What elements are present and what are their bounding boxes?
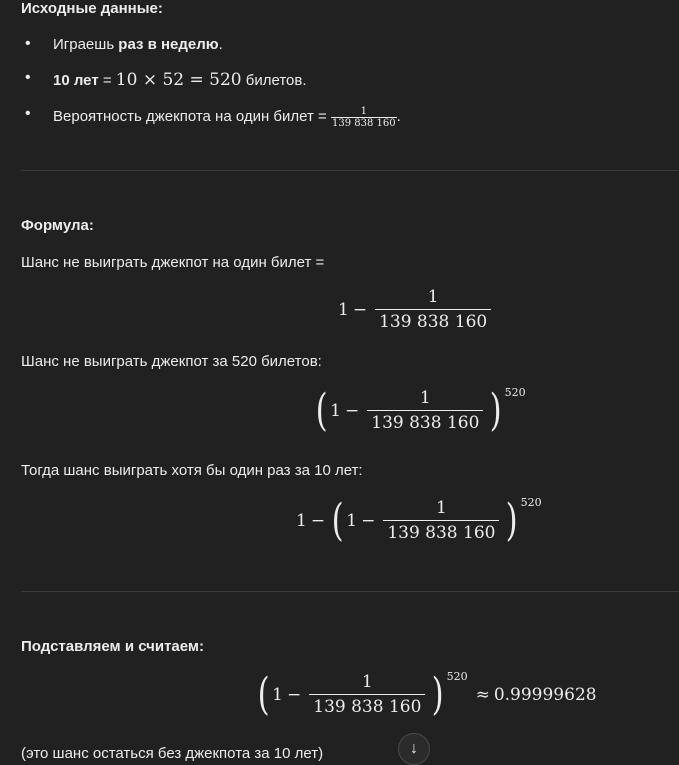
paragraph: Тогда шанс выиграть хотя бы один раз за 10 лет: [21,462,363,479]
divider [21,170,679,171]
formula-at-least-once: 1 − ( 1 − $\frac{1}{139 838 160}$ ) 520 [296,494,542,546]
formula-single-ticket: 1 − $\frac{1}{139 838 160}$ [338,287,495,332]
list-item [31,36,223,53]
inline-fraction: $\frac{1}{139 838 160}$ [331,106,396,129]
list-item [31,70,307,90]
inline-math: 10 × 52 = 520 [115,70,242,90]
list-item [31,106,401,129]
formula-result: ( 1 − $\frac{1}{139 838 160}$ ) 520 ≈ 0.99999628 [257,668,597,720]
heading-input-data: Исходные данные: [21,0,163,17]
paragraph: Шанс не выиграть джекпот на один билет = [21,254,325,271]
scroll-to-bottom-button[interactable] [398,733,430,765]
formula-520-tickets: ( 1 − $\frac{1}{139 838 160}$ ) 520 [315,384,526,436]
paragraph-partial: (это шанс остаться без джекпота за 10 лет) [21,745,324,762]
bullet-text: Играешь раз в неделю. [53,36,223,53]
heading-calculate: Подставляем и считаем: [21,638,205,655]
result-value: 0.99999628 [493,684,597,705]
arrow-down-icon: ↓ [410,740,418,757]
heading-formula: Формула: [21,217,94,234]
bullet-text: Вероятность джекпота на один билет = $\frac{1}{139 838 160}$ . [53,106,401,129]
divider [21,591,679,592]
paragraph: Шанс не выиграть джекпот за 520 билетов: [21,353,322,370]
bullet-text: 10 лет = 10 × 52 = 520 билетов. [53,70,307,90]
